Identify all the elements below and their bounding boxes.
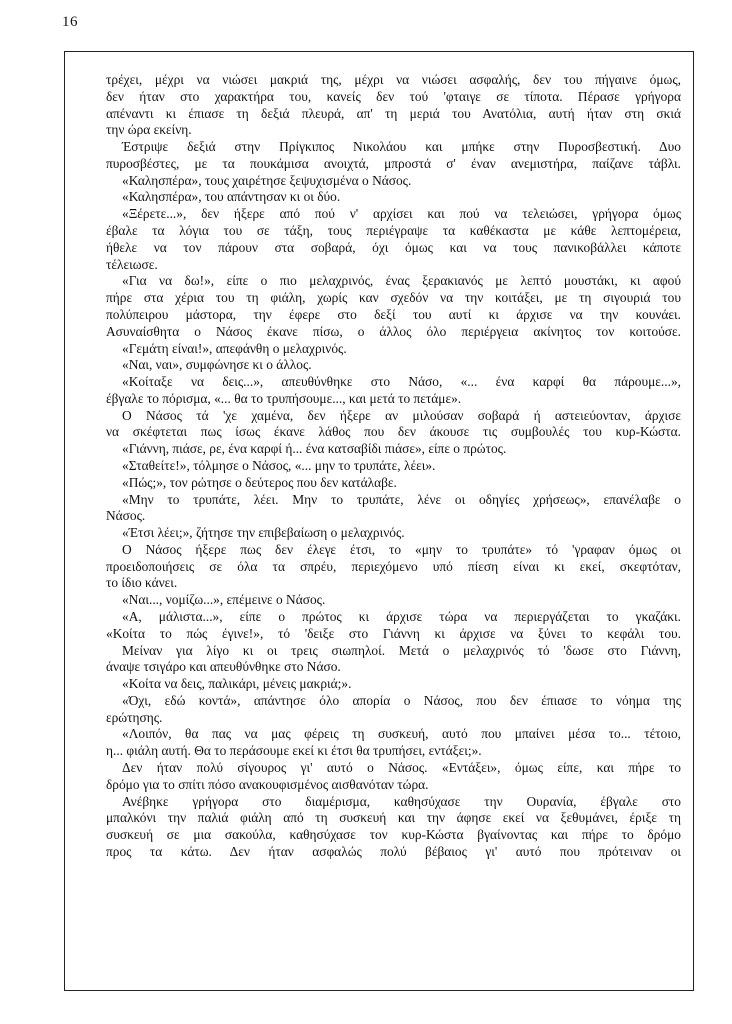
text-line-7: «Καλησπέρα», τους χαιρέτησε ξεψυχισμένα ο Νάσος. xyxy=(122,172,412,188)
text-line-26: «Μην το τρυπάτε, λέει. Μην το τρυπάτε, λένε οι οδηγίες χρήσεως», επανέλαβε ο xyxy=(122,491,681,507)
page-number: 16 xyxy=(62,14,78,30)
text-line-21: Ο Νάσος τά 'χε χαμένα, δεν ήξερε αν μιλούσαν σοβαρά ή αστειεύονταν, άρχισε xyxy=(122,407,681,423)
text-line-47: προς τα κάτω. Δεν ήταν ασφαλώς πολύ βέβαιος γι' αυτό που πρότειναν οι xyxy=(106,843,681,859)
text-line-25: «Πώς;», τον ρώτησε ο δεύτερος που δεν κατάλαβε. xyxy=(122,474,397,490)
text-line-12: τέλειωσε. xyxy=(106,256,158,272)
text-line-27: Νάσος. xyxy=(106,508,146,524)
text-line-44: Ανέβηκε γρήγορα στο διαμέρισμα, καθησύχασε την Ουρανία, έβγαλε στο xyxy=(122,793,681,809)
text-line-11: ήθελε να τον πάρουν στα σοβαρά, όχι όμως και να τους πανικοβάλλει κάποτε xyxy=(106,239,681,255)
text-line-39: ερώτησης. xyxy=(106,709,163,725)
text-line-24: «Σταθείτε!», τόλμησε ο Νάσος, «... μην το τρυπάτε, λέει». xyxy=(122,457,436,473)
text-line-9: «Ξέρετε...», δεν ήξερε από πού ν' αρχίσει και πού να τελειώσει, γρήγορα όμως xyxy=(122,206,681,222)
text-line-23: «Γιάννη, πιάσε, ρε, ένα καρφί ή... ένα κατσαβίδι πιάσε», είπε ο πρώτος. xyxy=(122,441,507,457)
text-line-18: «Ναι, ναι», συμφώνησε κι ο άλλος. xyxy=(122,357,312,373)
text-line-35: Μείναν για λίγο κι οι τρεις σιωπηλοί. Μετά ο μελαχρινός τό 'δωσε στο Γιάννη, xyxy=(122,642,681,658)
text-line-5: Έστριψε δεξιά στην Πρίγκιπος Νικολάου και μπήκε στην Πυροσβεστική. Δυο xyxy=(122,139,681,155)
text-line-45: μπαλκόνι την παλιά φιάλη από τη συσκευή και την άφησε εκεί να ξεθυμάνει, έριξε τη xyxy=(106,810,681,826)
text-line-17: «Γεμάτη είναι!», απεφάνθη ο μελαχρινός. xyxy=(122,340,347,356)
text-line-33: «Α, μάλιστα...», είπε ο πρώτος κι άρχισε τώρα να περιεργάζεται το γκαζάκι. xyxy=(122,609,681,624)
text-line-20: έβγαλε το πόρισμα, «... θα το τρυπήσουμε..., και μετά το πετάμε». xyxy=(106,390,462,406)
text-line-31: το ίδιο κάνει. xyxy=(106,575,178,591)
text-line-19: «Κοίταξε να δεις...», απευθύνθηκε στο Νάσο, «... ένα καρφί θα πάρουμε...», xyxy=(122,374,681,390)
text-line-6: πυροσβέστες, με τα πουκάμισα ανοιχτά, μπροστά σ' έναν ανεμιστήρα, παίζανε τάβλι. xyxy=(106,155,681,171)
text-line-13: «Για να δω!», είπε ο πιο μελαχρινός, ένας ξερακιανός με λεπτό μουστάκι, κι αφού xyxy=(122,273,681,289)
text-line-41: η... φιάλη αυτή. Θα το περάσουμε εκεί κι έτσι θα τρυπήσει, εντάξει;». xyxy=(106,743,482,759)
text-line-46: συσκευή σε μια σακούλα, καθησύχασε τον κυρ-Κώστα βγαίνοντας και πήρε το δρόμο xyxy=(106,827,681,843)
text-line-16: Ασυναίσθητα ο Νάσος έκανε πίσω, ο άλλος όλο περιέργεια ακίνητος τον κοιτούσε. xyxy=(106,323,681,339)
text-line-15: πολύπειρου μάστορα, την έφερε στο δεξί του αυτί κι άρχισε να την κουνάει. xyxy=(106,306,681,322)
text-line-34: «Κοίτα το πώς έγινε!», τό 'δειξε στο Γιάννη κι άρχισε να ξύνει το κεφάλι του. xyxy=(106,625,681,641)
text-line-38: «Όχι, εδώ κοντά», απάντησε όλο απορία ο Νάσος, που δεν έπιασε το νόημα της xyxy=(122,692,681,708)
text-line-42: Δεν ήταν πολύ σίγουρος γι' αυτό ο Νάσος. «Εντάξει», όμως είπε, και πήρε το xyxy=(122,760,681,776)
text-line-22: να σκέφτεται πως ίσως έκανε λάθος που δεν άκουσε τις συμβουλές του κυρ-Κώστα. xyxy=(106,424,681,440)
body-text xyxy=(106,72,681,861)
text-line-36: άναψε τσιγάρο και απευθύνθηκε στο Νάσο. xyxy=(106,659,341,675)
text-line-2: δεν ήταν στο χαρακτήρα του, κανείς δεν τού 'φταιγε σε τίποτα. Πέρασε γρήγορα xyxy=(106,88,681,104)
text-line-4: την ώρα εκείνη. xyxy=(106,122,192,138)
text-line-32: «Ναι..., νομίζω...», επέμεινε ο Νάσος. xyxy=(122,592,326,608)
text-line-40: «Λοιπόν, θα πας να μας φέρεις τη συσκευή, αυτό που μπαίνει μέσα το... τέτοιο, xyxy=(122,726,681,742)
text-line-37: «Κοίτα να δεις, παλικάρι, μένεις μακριά;». xyxy=(122,676,352,692)
text-line-10: έβαλε τα λόγια του σε τάξη, τους περιέγραψε τα καθέκαστα με κάθε λεπτομέρεια, xyxy=(106,223,681,239)
text-line-43: δρόμο για το σπίτι πόσο ανακουφισμένος αισθανόταν τώρα. xyxy=(106,776,429,792)
text-line-3: απέναντι κι έπιασε τη δεξιά πλευρά, απ' τη μεριά του Ανατόλια, αυτή ήταν στη σκιά xyxy=(106,105,681,121)
text-line-30: προειδοποιήσεις σε όλα τα σπρέυ, περιεχόμενο υπό πίεση είναι κι εκεί, σκεφτόταν, xyxy=(106,558,681,574)
text-line-8: «Καλησπέρα», του απάντησαν κι οι δύο. xyxy=(122,189,341,205)
text-line-1: τρέχει, μέχρι να νιώσει μακριά της, μέχρι να νιώσει ασφαλής, δεν του πήγαινε όμως, xyxy=(106,72,681,87)
text-line-29: Ο Νάσος ήξερε πως δεν έλεγε έτσι, το «μην το τρυπάτε» τό 'γραφαν όμως οι xyxy=(122,541,681,557)
text-line-14: πήρε στα χέρια του τη φιάλη, χωρίς καν σχεδόν να την κοιτάξει, με τη σιγουριά του xyxy=(106,290,681,306)
text-line-28: «Έτσι λέει;», ζήτησε την επιβεβαίωση ο μελαχρινός. xyxy=(122,525,405,541)
